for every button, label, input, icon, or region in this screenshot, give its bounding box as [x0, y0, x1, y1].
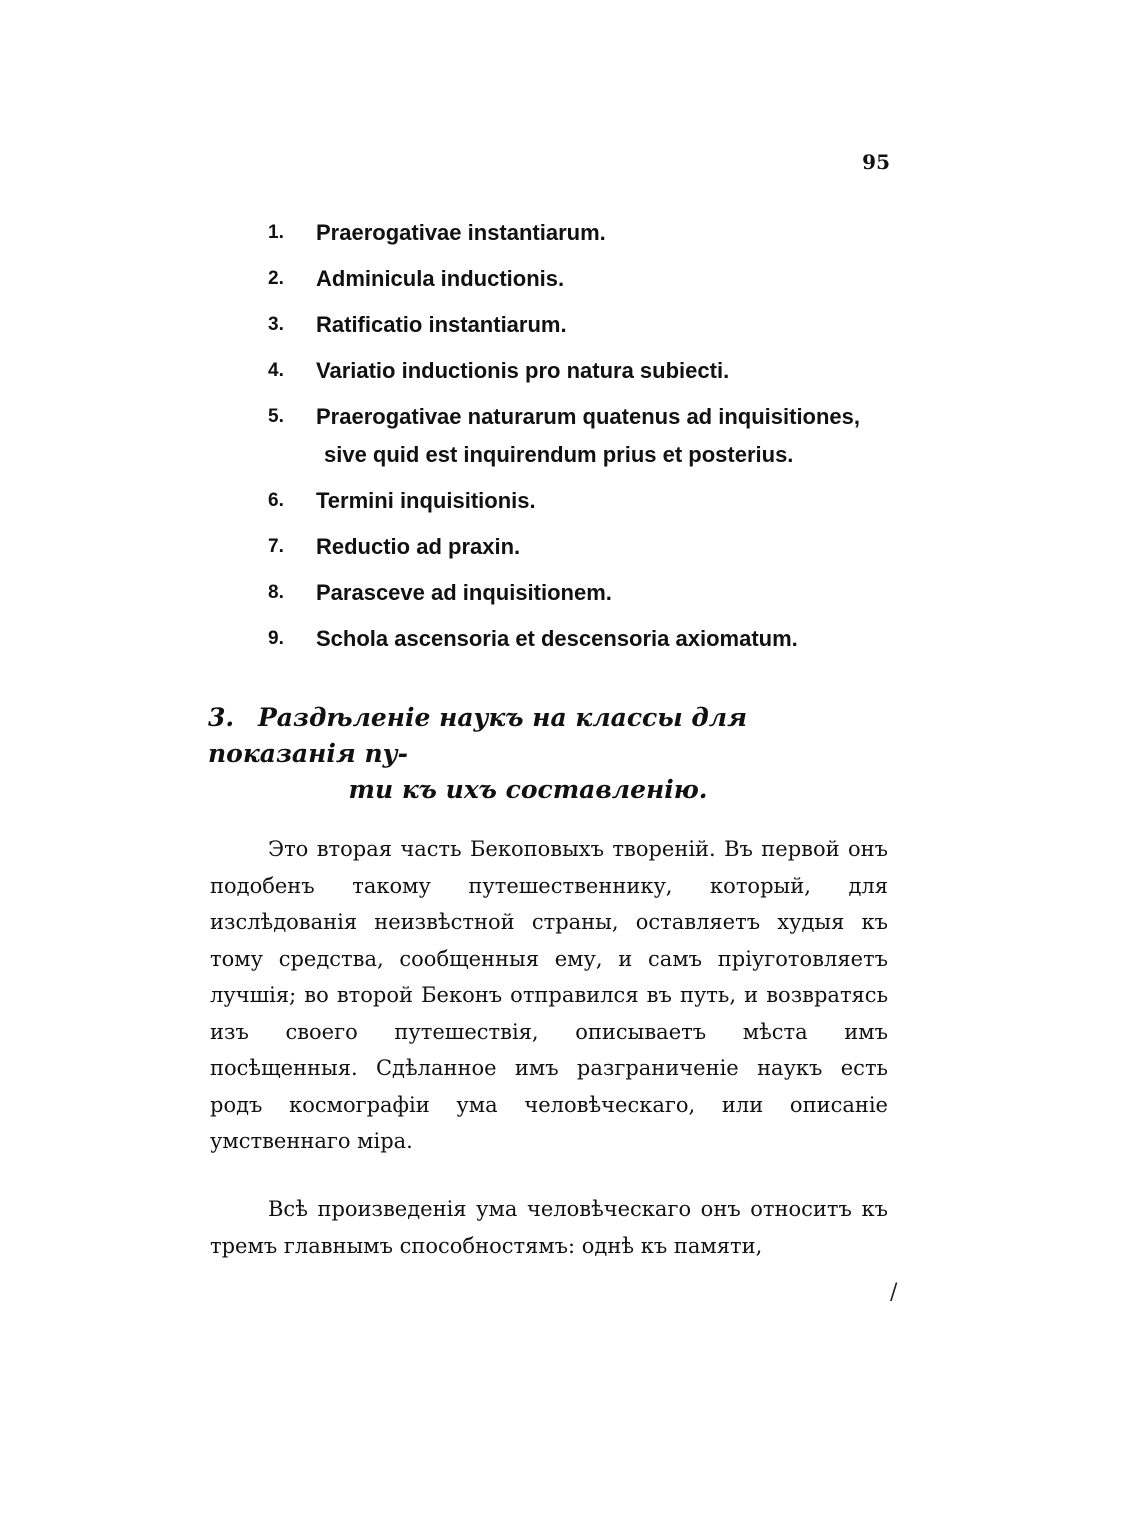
list-item-number: 5. — [268, 406, 284, 427]
list-item-text: Ratificatio instantiarum. — [316, 312, 567, 337]
section-title-line-1: Раздѣленіе наукъ на классы для показанія пу- — [208, 703, 748, 768]
list-item — [262, 620, 902, 658]
list-item — [262, 260, 902, 298]
list-item — [262, 306, 902, 344]
list-item-number: 3. — [268, 314, 284, 335]
list-item-number: 6. — [268, 490, 284, 511]
list-item-text: Variatio inductionis pro natura subiecti. — [316, 358, 730, 383]
list-item — [262, 214, 902, 252]
list-item-text: Parasceve ad inquisitionem. — [316, 580, 612, 605]
list-item-number: 2. — [268, 268, 284, 289]
numbered-list — [262, 214, 902, 666]
section-heading — [208, 700, 888, 808]
scan-mark: / — [890, 1280, 898, 1305]
section-title-line-2: ти къ ихъ составленію. — [348, 775, 708, 804]
body-paragraph: Всѣ произведенія ума человѣческаго онъ относитъ къ тремъ главнымъ способностямъ: однѣ къ памяти, — [210, 1197, 888, 1258]
page-number: 95 — [862, 150, 890, 174]
list-item — [262, 482, 902, 520]
list-item-text: Adminicula inductionis. — [316, 266, 565, 291]
body-paragraph: Это вторая часть Бекоповыхъ твореній. Въ первой онъ подобенъ такому путешественнику, который, для изслѣдованія неизвѣстной страны, оставляетъ худыя къ тому средства, сообщенныя ему, и самъ пріуготовляетъ лучшія; во второй Беконъ отправился въ путь, и возвратясь изъ своего путешествія, описываетъ мѣста имъ посѣщенныя. Сдѣланное имъ разграниченіе наукъ есть родъ космографіи ума человѣческаго, или описаніе умственнаго міра. — [210, 837, 888, 1153]
list-item — [262, 352, 902, 390]
list-item-number: 8. — [268, 582, 284, 603]
list-item — [262, 398, 902, 474]
section-number: 3. — [208, 703, 235, 732]
list-item-text: Praerogativae naturarum quatenus ad inquisitiones, — [316, 404, 861, 429]
list-item — [262, 528, 902, 566]
list-item-number: 9. — [268, 628, 284, 649]
list-item-number: 4. — [268, 360, 284, 381]
list-item-text: Schola ascensoria et descensoria axiomatum. — [316, 626, 798, 651]
list-item-number: 1. — [268, 222, 284, 243]
list-item-text: Praerogativae instantiarum. — [316, 220, 606, 245]
list-item-continuation: sive quid est inquirendum prius et posterius. — [324, 442, 794, 467]
list-item-text: Termini inquisitionis. — [316, 488, 536, 513]
list-item-number: 7. — [268, 536, 284, 557]
list-item-text: Reductio ad praxin. — [316, 534, 521, 559]
list-item — [262, 574, 902, 612]
